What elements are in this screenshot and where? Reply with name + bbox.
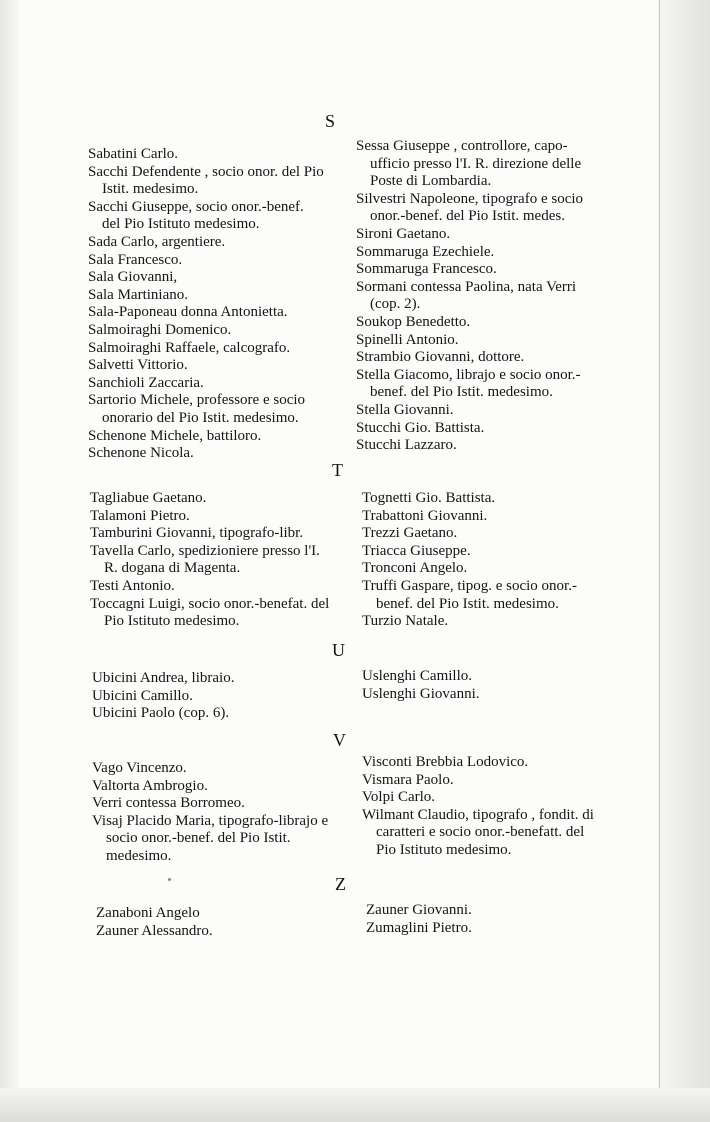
page-fold-line <box>659 0 660 1122</box>
page-left-shadow <box>0 0 18 1122</box>
list-item: Tronconi Angelo. <box>362 560 468 577</box>
list-item: Triacca Giuseppe. <box>362 542 471 559</box>
list-item: Visaj Placido Maria, tipografo-librajo e socio onor.-benef. del Pio Istit. medesimo. <box>92 812 329 864</box>
list-item: Schenone Nicola. <box>88 445 194 462</box>
section-z-right-column <box>366 902 606 937</box>
list-item: Sommaruga Ezechiele. <box>356 243 495 260</box>
list-item: Soukop Benedetto. <box>356 313 471 330</box>
list-item: Truffi Gaspare, tipog. e socio onor.-benef. del Pio Istit. medesimo. <box>362 577 577 612</box>
section-v-left-column <box>92 760 338 866</box>
section-letter-s: S <box>325 111 336 131</box>
section-s-right-column <box>356 138 596 455</box>
section-s-left-column <box>88 146 324 463</box>
list-item: Valtorta Ambrogio. <box>92 777 208 794</box>
list-item: Visconti Brebbia Lodovico. <box>362 754 529 770</box>
list-item: Ubicini Andrea, libraio. <box>92 670 235 686</box>
list-item: Spinelli Antonio. <box>356 331 459 348</box>
section-t-right-column <box>362 490 602 631</box>
list-item: Zauner Alessandro. <box>96 922 213 939</box>
list-item: Sada Carlo, argentiere. <box>88 233 226 250</box>
page-right-edge <box>658 0 710 1122</box>
section-letter-v: V <box>333 730 346 750</box>
list-item: Uslenghi Camillo. <box>362 668 472 684</box>
list-item: Sacchi Defendente , socio onor. del Pio Istit. medesimo. <box>88 163 324 198</box>
list-item: Trabattoni Giovanni. <box>362 507 488 524</box>
list-item: Sala Giovanni, <box>88 269 178 286</box>
list-item: Sabatini Carlo. <box>88 146 178 162</box>
list-item: Sala Francesco. <box>88 251 183 268</box>
list-item: Sanchioli Zaccaria. <box>88 374 204 391</box>
section-z-left-column <box>96 905 336 940</box>
list-item: Zauner Giovanni. <box>366 902 472 918</box>
list-item: Zumaglini Pietro. <box>366 919 472 936</box>
list-item: Ubicini Camillo. <box>92 687 193 704</box>
list-item: Stella Giovanni. <box>356 401 454 418</box>
list-item: Stucchi Lazzaro. <box>356 437 457 454</box>
list-item: Sacchi Giuseppe, socio onor.-benef. del Pio Istituto medesimo. <box>88 198 304 233</box>
list-item: Toccagni Luigi, socio onor.-benefat. del Pio Istituto medesimo. <box>90 595 330 630</box>
list-item: Sessa Giuseppe , controllore, capo-ufficio presso l'I. R. direzione delle Poste di Lombardia. <box>356 138 582 190</box>
list-item: Sironi Gaetano. <box>356 225 451 242</box>
list-item: Tamburini Giovanni, tipografo-libr. <box>90 525 304 542</box>
list-item: Stucchi Gio. Battista. <box>356 419 485 436</box>
list-item: Silvestri Napoleone, tipografo e socio onor.-benef. del Pio Istit. medes. <box>356 190 584 225</box>
list-item: Schenone Michele, battiloro. <box>88 427 262 444</box>
list-item: Salvetti Vittorio. <box>88 357 188 374</box>
section-v-right-column <box>362 754 602 860</box>
page-bottom-shadow <box>0 1088 710 1122</box>
list-item: Sommaruga Francesco. <box>356 261 497 278</box>
list-item: Salmoiraghi Domenico. <box>88 321 232 338</box>
list-item: Trezzi Gaetano. <box>362 525 458 542</box>
list-item: Uslenghi Giovanni. <box>362 685 480 702</box>
list-item: Testi Antonio. <box>90 577 175 594</box>
list-item: Stella Giacomo, librajo e socio onor.-benef. del Pio Istit. medesimo. <box>356 366 581 401</box>
list-item: Tagliabue Gaetano. <box>90 490 207 506</box>
list-item: Sala Martiniano. <box>88 286 188 303</box>
list-item: Sormani contessa Paolina, nata Verri (cop. 2). <box>356 278 577 313</box>
list-item: Ubicini Paolo (cop. 6). <box>92 705 230 722</box>
list-item: Volpi Carlo. <box>362 789 436 806</box>
section-u-right-column <box>362 668 602 703</box>
ink-speck <box>168 878 171 881</box>
list-item: Strambio Giovanni, dottore. <box>356 349 525 366</box>
list-item: Sartorio Michele, professore e socio onorario del Pio Istit. medesimo. <box>88 392 306 426</box>
list-item: Tavella Carlo, spedizioniere presso l'I. R. dogana di Magenta. <box>90 542 320 577</box>
list-item: Turzio Natale. <box>362 613 449 630</box>
list-item: Sala-Paponeau donna Antonietta. <box>88 304 288 321</box>
list-item: Vismara Paolo. <box>362 771 454 788</box>
list-item: Salmoiraghi Raffaele, calcografo. <box>88 339 291 356</box>
section-letter-u: U <box>332 640 345 660</box>
list-item: Zanaboni Angelo <box>96 905 200 921</box>
list-item: Wilmant Claudio, tipografo , fondit. di caratteri e socio onor.-benefatt. del Pio Istituto medesimo. <box>362 806 594 858</box>
section-letter-t: T <box>332 460 343 480</box>
section-t-left-column <box>90 490 336 631</box>
list-item: Tognetti Gio. Battista. <box>362 490 496 506</box>
list-item: Talamoni Pietro. <box>90 507 190 524</box>
list-item: Verri contessa Borromeo. <box>92 795 245 812</box>
section-u-left-column <box>92 670 332 723</box>
section-letter-z: Z <box>335 874 346 894</box>
list-item: Vago Vincenzo. <box>92 760 187 776</box>
